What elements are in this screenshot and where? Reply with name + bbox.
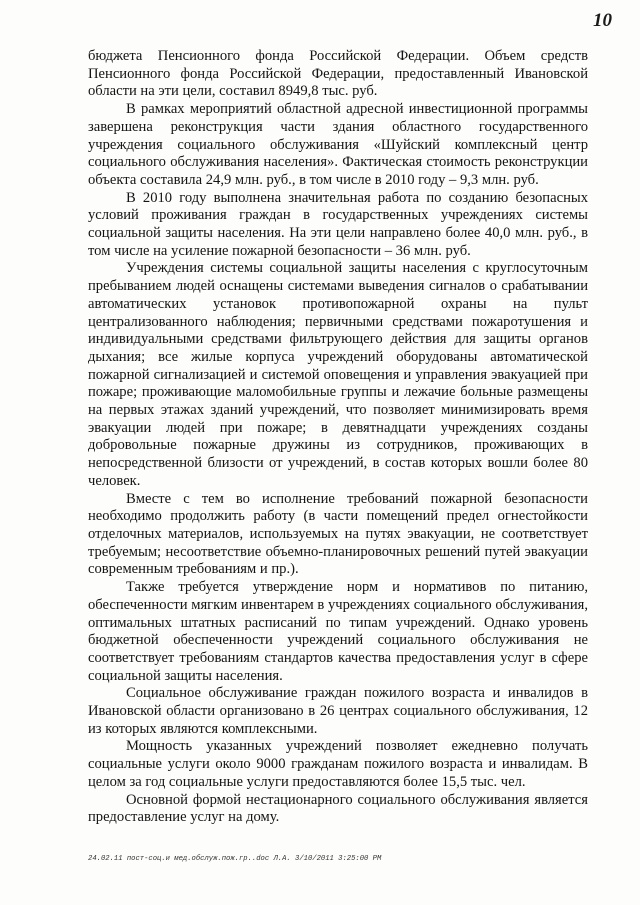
paragraph-4: Учреждения системы социальной защиты населения с круглосуточным пребыванием людей оснащены системами выведения сигналов о срабатывании автоматических установок противопожарной охраны на пульт централизованного наблюдения; первичными средствами пожаротушения и индивидуальными средствами фильтрующего действия для защиты органов дыхания; все жилые корпуса учреждений оборудованы автоматической пожарной сигнализацией и системой оповещения и управления эвакуацией при пожаре; проживающие маломобильные группы и лежачие больные размещены на первых этажах зданий учреждений, что позволяет минимизировать время эвакуации людей при пожаре; в девятнадцати учреждениях созданы добровольные пожарные дружины из сотрудников, проживающих в непосредственной близости от учреждений, в состав которых вошли более 80 человек. — [88, 260, 588, 489]
paragraph-3: В 2010 году выполнена значительная работа по созданию безопасных условий проживания граждан в государственных учреждениях системы социальной защиты населения. На эти цели направлено более 40,0 млн. руб., в том числе на усиление пожарной безопасности – 36 млн. руб. — [88, 189, 588, 259]
paragraph-7: Социальное обслуживание граждан пожилого возраста и инвалидов в Ивановской области организовано в 26 центрах социального обслуживания, 12 из которых являются комплексными. — [88, 685, 588, 737]
paragraph-6: Также требуется утверждение норм и нормативов по питанию, обеспеченности мягким инвентарем в учреждениях социального обслуживания, оптимальных штатных расписаний по типам учреждений. Однако уровень бюджетной обеспеченности учреждений социального обслуживания не соответствует требованиям стандартов качества предоставления услуг в сфере социальной защиты населения. — [88, 579, 588, 684]
paragraph-1: бюджета Пенсионного фонда Российской Федерации. Объем средств Пенсионного фонда Российской Федерации, предоставленный Ивановской области на эти цели, составил 8949,8 тыс. руб. — [88, 48, 588, 100]
paragraph-2: В рамках мероприятий областной адресной инвестиционной программы завершена реконструкция части здания областного государственного учреждения социального обслуживания «Шуйский комплексный центр социального обслуживания населения». Фактическая стоимость реконструкции объекта составила 24,9 млн. руб., в том числе в 2010 году – 9,3 млн. руб. — [88, 101, 588, 188]
page-number: 10 — [593, 10, 612, 31]
paragraph-5: Вместе с тем во исполнение требований пожарной безопасности необходимо продолжить работу (в части помещений предел огнестойкости отделочных материалов, используемых на путях эвакуации, не соответствует требуемым; несоответствие объемно-планировочных решений путей эвакуации современным требованиям и пр.). — [88, 490, 588, 578]
document-body — [88, 48, 588, 827]
document-footer: 24.02.11 пост-соц.и мед.обслуж.пож.гр..doc Л.А. 3/10/2011 3:25:00 PM — [88, 855, 382, 863]
paragraph-9: Основной формой нестационарного социального обслуживания является предоставление услуг на дому. — [88, 791, 588, 826]
paragraph-8: Мощность указанных учреждений позволяет ежедневно получать социальные услуги около 9000 гражданам пожилого возраста и инвалидам. В целом за год социальные услуги предоставляются более 15,5 тыс. чел. — [88, 738, 588, 790]
